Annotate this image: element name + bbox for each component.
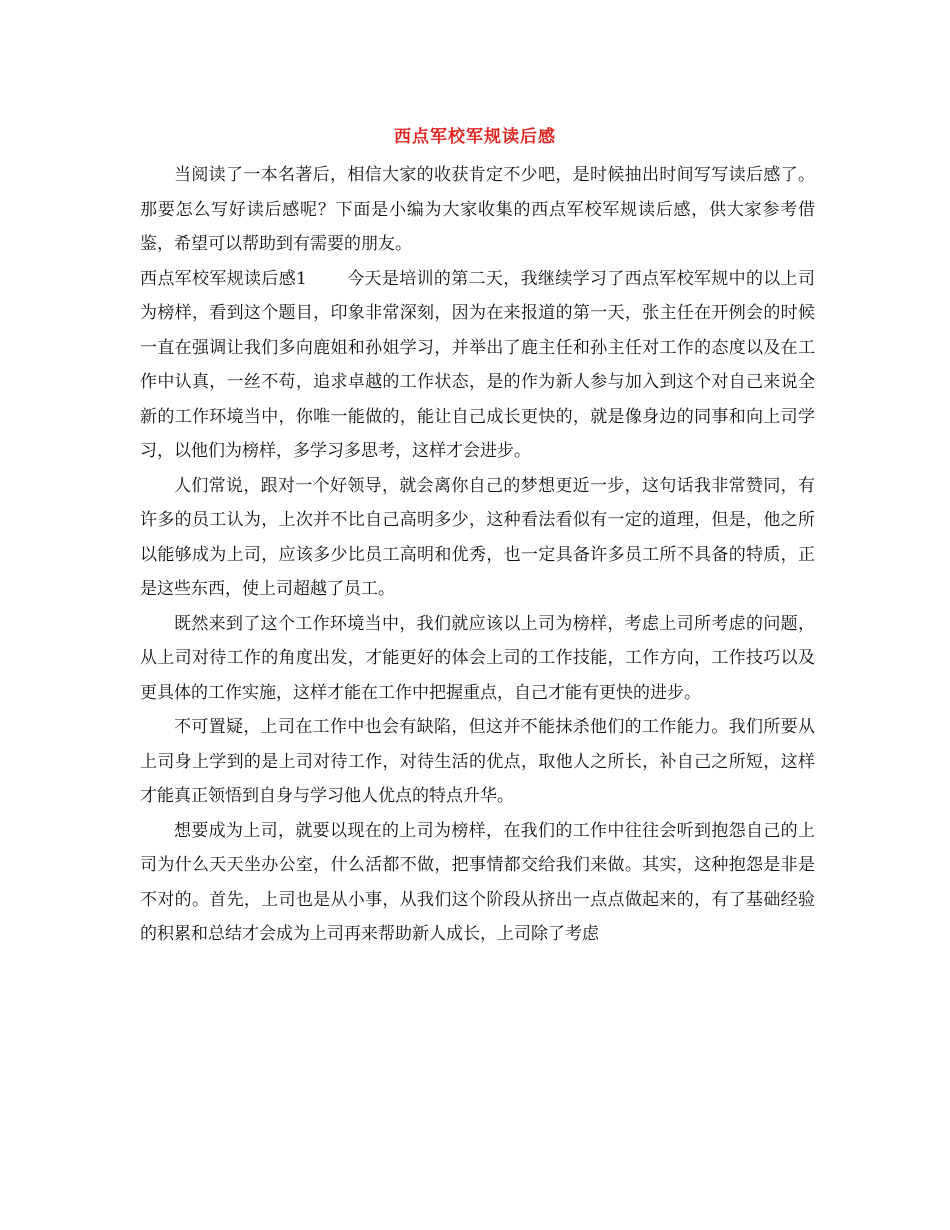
section-first-text: 今天是培训的第二天，我继续学习了西点军校军规中的以上司为榜样，看到这个题目，印象非常深刻，因为在来报道的第一天，张主任在开例会的时候一直在强调让我们多向鹿姐和孙姐学习，并举出了鹿主任和孙主任对工作的态度以及在工作中认真，一丝不苟，追求卓越的工作状态，是的作为新人参与加入到这个对自己来说全新的工作环境当中，你唯一能做的，能让自己成长更快的，就是像身边的同事和向上司学习，以他们为榜样，多学习多思考，这样才会进步。 <box>140 268 815 461</box>
section-paragraph <box>140 262 815 469</box>
body-paragraph: 既然来到了这个工作环境当中，我们就应该以上司为榜样，考虑上司所考虑的问题，从上司对待工作的角度出发，才能更好的体会上司的工作技能，工作方向，工作技巧以及更具体的工作实施，这样才能在工作中把握重点，自己才能有更快的进步。 <box>140 613 815 703</box>
body-paragraph: 想要成为上司，就要以现在的上司为榜样，在我们的工作中往往会听到抱怨自己的上司为什么天天坐办公室，什么活都不做，把事情都交给我们来做。其实，这种抱怨是非是不对的。首先，上司也是从小事，从我们这个阶段从挤出一点点做起来的，有了基础经验的积累和总结才会成为上司再来帮助新人成长，上司除了考虑 <box>140 820 815 944</box>
body-paragraph: 人们常说，跟对一个好领导，就会离你自己的梦想更近一步，这句话我非常赞同，有许多的员工认为，上次并不比自己高明多少，这种看法看似有一定的道理，但是，他之所以能够成为上司，应该多少比员工高明和优秀，也一定具备许多员工所不具备的特质，正是这些东西，使上司超越了员工。 <box>140 475 815 599</box>
document-body <box>140 158 815 952</box>
section-heading: 西点军校军规读后感1 <box>140 268 307 289</box>
intro-paragraph: 当阅读了一本名著后，相信大家的收获肯定不少吧，是时候抽出时间写写读后感了。那要怎么写好读后感呢？下面是小编为大家收集的西点军校军规读后感，供大家参考借鉴，希望可以帮助到有需要的朋友。 <box>140 165 815 254</box>
body-paragraph: 不可置疑，上司在工作中也会有缺陷，但这并不能抹杀他们的工作能力。我们所要从上司身上学到的是上司对待工作，对待生活的优点，取他人之所长，补自己之所短，这样才能真正领悟到自身与学习他人优点的特点升华。 <box>140 717 815 806</box>
document-title: 西点军校军规读后感 <box>394 127 556 147</box>
